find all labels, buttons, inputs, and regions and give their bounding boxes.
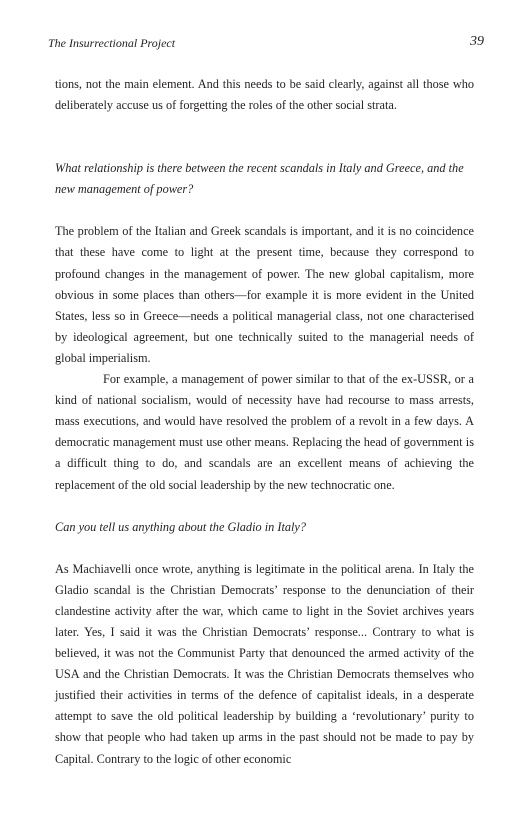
answer-paragraph: The problem of the Italian and Greek scandals is important, and it is no coincidence that these have come to light at the present time, because they correspond to profound changes in the management of power. The new global capitalism, more obvious in some places than others—for example it is more evident in the United States, less so in Greece—needs a political managerial class, not one characterised by ideological agreement, but one technically suited to the managerial needs of global imperialism. <box>55 224 474 365</box>
interview-question: What relationship is there between the recent scandals in Italy and Greece, and the new management of power? <box>55 161 464 197</box>
section-spacer <box>55 496 474 517</box>
paragraph-continuation: tions, not the main element. And this needs to be said clearly, against all those who deliberately accuse us of forgetting the roles of the other social strata. <box>55 77 474 113</box>
body-text <box>55 74 474 770</box>
section-spacer <box>55 200 474 221</box>
answer-paragraph: As Machiavelli once wrote, anything is legitimate in the political arena. In Italy the Gladio scandal is the Christian Democrats’ response to the denunciation of their clandestine activity after the war, which came to light in the Soviet archives years later. Yes, I said it was the Christian Democrats’ response... Contrary to what is believed, it was not the Communist Party that denounced the armed activity of the USA and the Christian Democrats. It was the Christian Democrats themselves who justified their activities in terms of the defence of capitalist ideals, in a desperate attempt to save the old political leadership by building a ‘revolutionary’ purity to show that people who had taken up arms in the past should not be made to pay by Capital. Contrary to the logic of other economic <box>55 561 474 766</box>
running-title: The Insurrectional Project <box>48 36 176 50</box>
page-number: 39 <box>470 34 484 49</box>
answer-paragraph: For example, a management of power similar to that of the ex-USSR, or a kind of national socialism, would of necessity have had recourse to mass arrests, mass executions, and would have resolved the problem of a revolt in a few days. A democratic management must use other means. Replacing the head of government is a difficult thing to do, and scandals are an excellent means of achieving the replacement of the old social leadership by the new technocratic one. <box>55 372 474 492</box>
section-spacer <box>55 116 474 158</box>
interview-question: Can you tell us anything about the Gladio in Italy? <box>55 519 307 534</box>
running-head <box>48 34 484 52</box>
section-spacer <box>55 538 474 559</box>
